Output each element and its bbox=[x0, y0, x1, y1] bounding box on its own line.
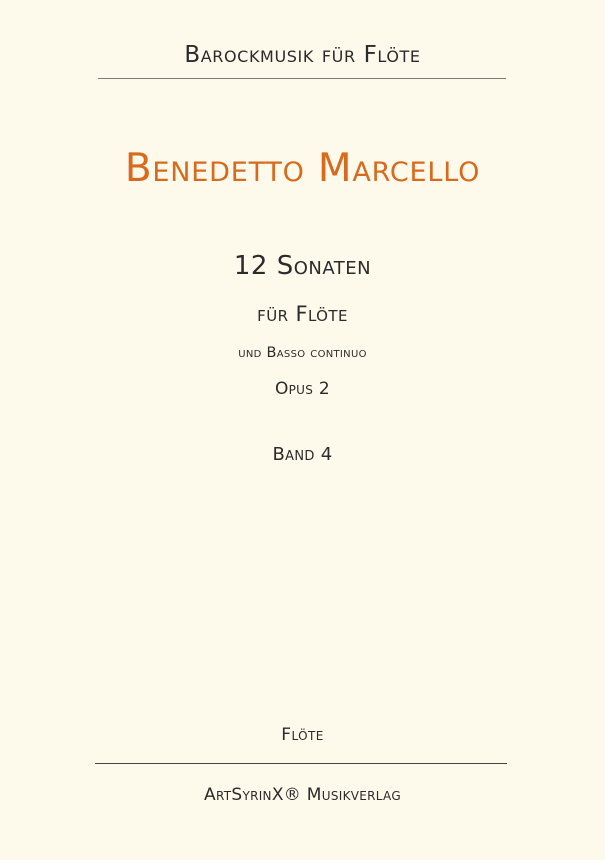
instrument-line: für Flöte bbox=[257, 302, 348, 326]
work-title: 12 Sonaten bbox=[233, 251, 372, 281]
volume-number: Band 4 bbox=[272, 444, 333, 465]
publisher-name: ArtSyrinX® Musikverlag bbox=[204, 785, 401, 805]
continuo-line: und Basso continuo bbox=[238, 345, 367, 361]
opus-number: Opus 2 bbox=[274, 379, 331, 399]
top-divider bbox=[98, 78, 506, 79]
series-title: Barockmusik für Flöte bbox=[184, 42, 421, 68]
bottom-divider bbox=[95, 763, 507, 764]
composer-name: Benedetto Marcello bbox=[124, 146, 481, 191]
part-name: Flöte bbox=[281, 725, 324, 745]
